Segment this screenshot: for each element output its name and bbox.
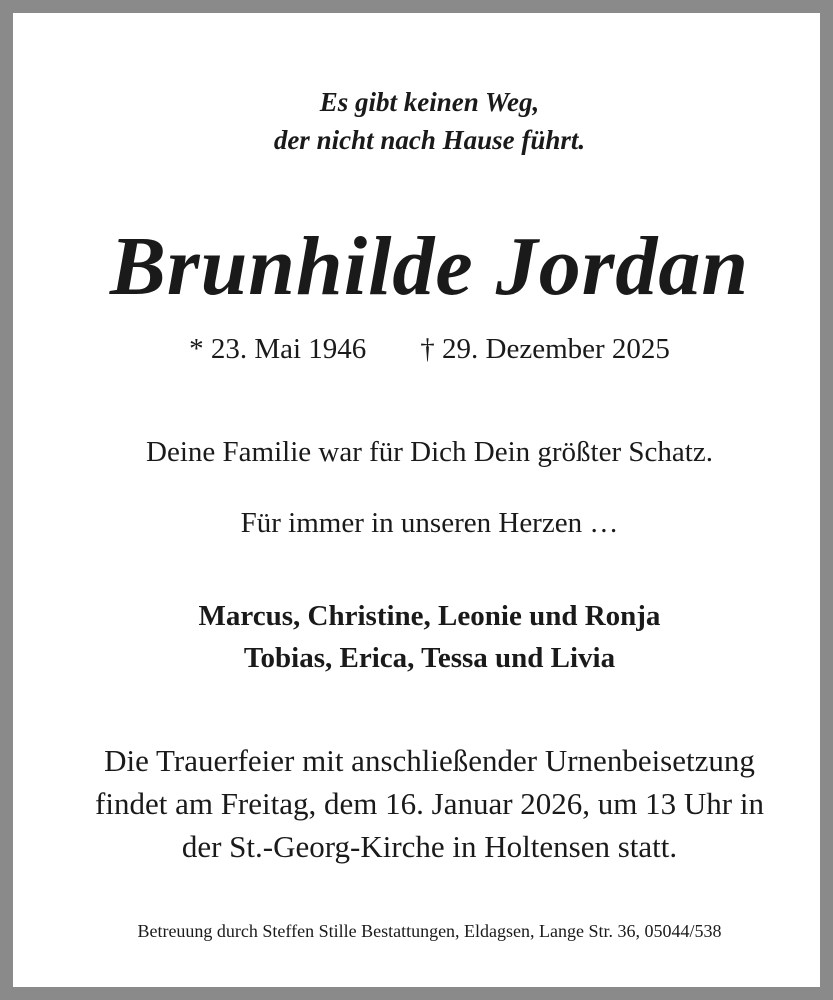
motto: [13, 83, 833, 159]
life-dates: [13, 329, 833, 369]
tribute-line: Deine Familie war für Dich Dein größter Schatz.: [146, 436, 713, 468]
remembrance-line: Für immer in unseren Herzen …: [240, 507, 619, 539]
family-line-1: Marcus, Christine, Leonie und Ronja: [198, 600, 661, 632]
ceremony-line-1: Die Trauerfeier mit anschließender Urnenbeisetzung: [104, 743, 755, 778]
family-names: [13, 595, 833, 679]
death-date: † 29. Dezember 2025: [420, 333, 670, 365]
ceremony-info: [13, 739, 833, 868]
family-line-2: Tobias, Erica, Tessa und Livia: [243, 642, 616, 674]
ceremony-line-3: der St.-Georg-Kirche in Holtensen statt.: [181, 829, 678, 864]
birth-date: * 23. Mai 1946: [189, 333, 367, 365]
ceremony-line-2: findet am Freitag, dem 16. Januar 2026, um 13 Uhr in: [95, 786, 764, 821]
motto-line-1: Es gibt keinen Weg,: [319, 87, 540, 117]
motto-line-2: der nicht nach Hause führt.: [273, 125, 586, 155]
funeral-home-footer: Betreuung durch Steffen Stille Bestattungen, Eldagsen, Lange Str. 36, 05044/538: [137, 921, 722, 941]
deceased-name: Brunhilde Jordan: [109, 220, 750, 313]
